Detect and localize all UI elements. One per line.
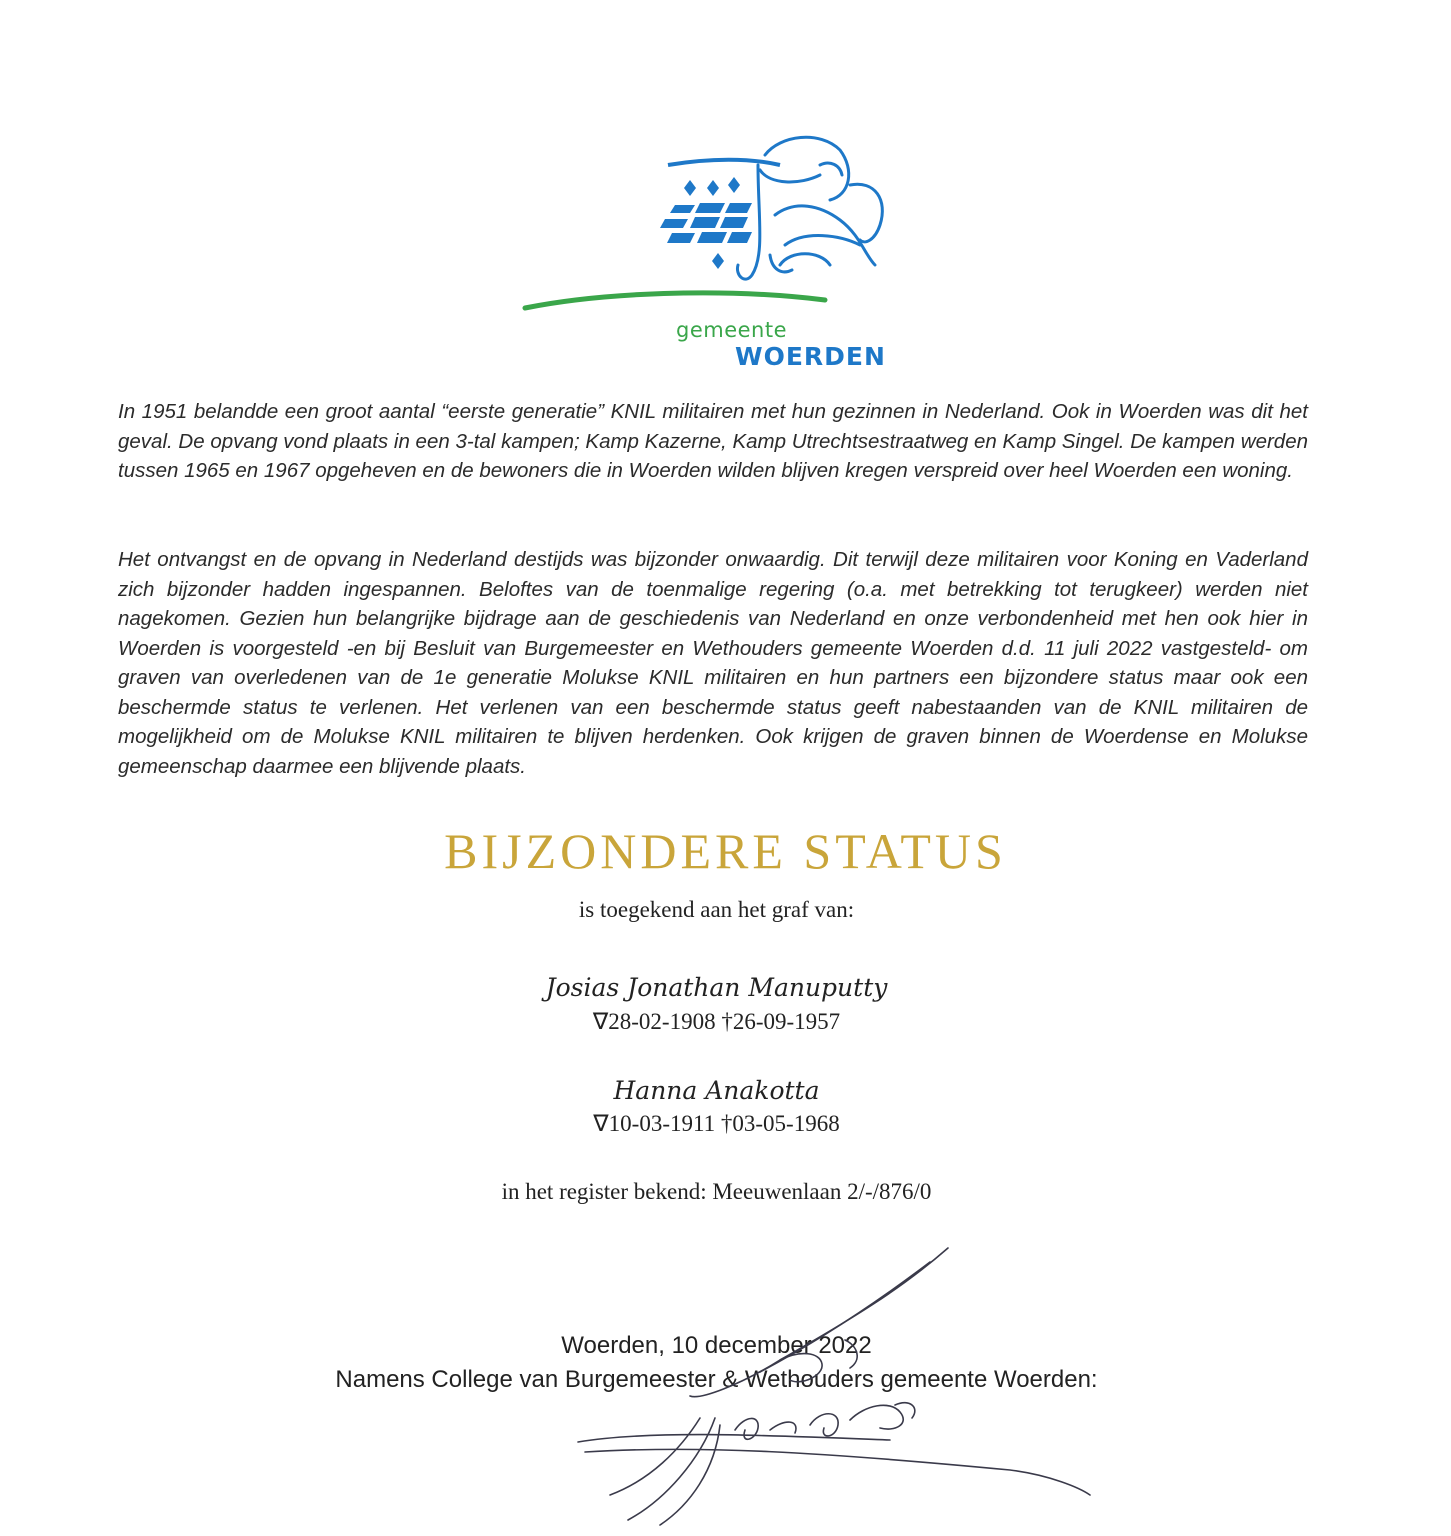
logo-word-gemeente: gemeente bbox=[676, 318, 788, 342]
logo-lion-strokes bbox=[737, 137, 882, 279]
granted-text: is toegekend aan het graf van: bbox=[578, 897, 855, 922]
intro-paragraph-2: Het ontvangst en de opvang in Nederland destijds was bijzonder onwaardig. Dit terwijl deze militairen voor Koning en Vaderland zich bijzonder hadden ingespannen. Beloftes van de toenmalige regering (o.a. met betrekking tot terugkeer) werden niet nagekomen. Gezien hun belangrijke bijdrage aan de geschiedenis van Nederland en onze verbondenheid met hen ook hier in Woerden is voorgesteld -en bij Besluit van Burgemeester en Wethouders gemeente Woerden d.d. 11 juli 2022 vastgesteld- om graven van overledenen van de 1e generatie Molukse KNIL militairen en hun partners een bijzondere status maar ook een beschermde status te verlenen. Het verlenen van een beschermde status geeft nabestaanden van de KNIL militairen de mogelijkheid om de Molukse KNIL militairen te blijven herdenken. Ook krijgen de graven binnen de Woerdense en Molukse gemeenschap daarmee een blijvende plaats. bbox=[118, 548, 1308, 778]
person-name: Josias Jonathan Manuputty bbox=[545, 973, 888, 1002]
intro-paragraph-1: In 1951 belandde een groot aantal “eerste generatie” KNIL militairen met hun gezinnen in Nederland. Ook in Woerden was dit het geval. De opvang vond plaats in een 3-tal kampen; Kamp Kazerne, Kamp Utrechtsestraatweg en Kamp Singel. De kampen werden tussen 1965 en 1967 opgeheven en de bewoners die in Woerden wilden blijven kregen verspreid over heel Woerden een woning. bbox=[118, 400, 1308, 482]
person-name: Hanna Anakotta bbox=[613, 1076, 820, 1105]
logo-blue-arc bbox=[668, 160, 780, 165]
logo-checker-pattern bbox=[660, 177, 752, 269]
logo-word-woerden: WOERDEN bbox=[735, 342, 886, 371]
person-dates: ∇28-02-1908 †26-09-1957 bbox=[592, 1009, 841, 1034]
logo-green-swoosh bbox=[525, 293, 825, 308]
status-title: BIJZONDERE STATUS bbox=[444, 823, 1007, 879]
place-date: Woerden, 10 december 2022 bbox=[561, 1332, 872, 1359]
person-dates: ∇10-03-1911 †03-05-1968 bbox=[593, 1111, 840, 1136]
on-behalf-line: Namens College van Burgemeester & Wethouders gemeente Woerden: bbox=[335, 1366, 1098, 1393]
register-line: in het register bekend: Meeuwenlaan 2/-/876/0 bbox=[501, 1179, 932, 1204]
